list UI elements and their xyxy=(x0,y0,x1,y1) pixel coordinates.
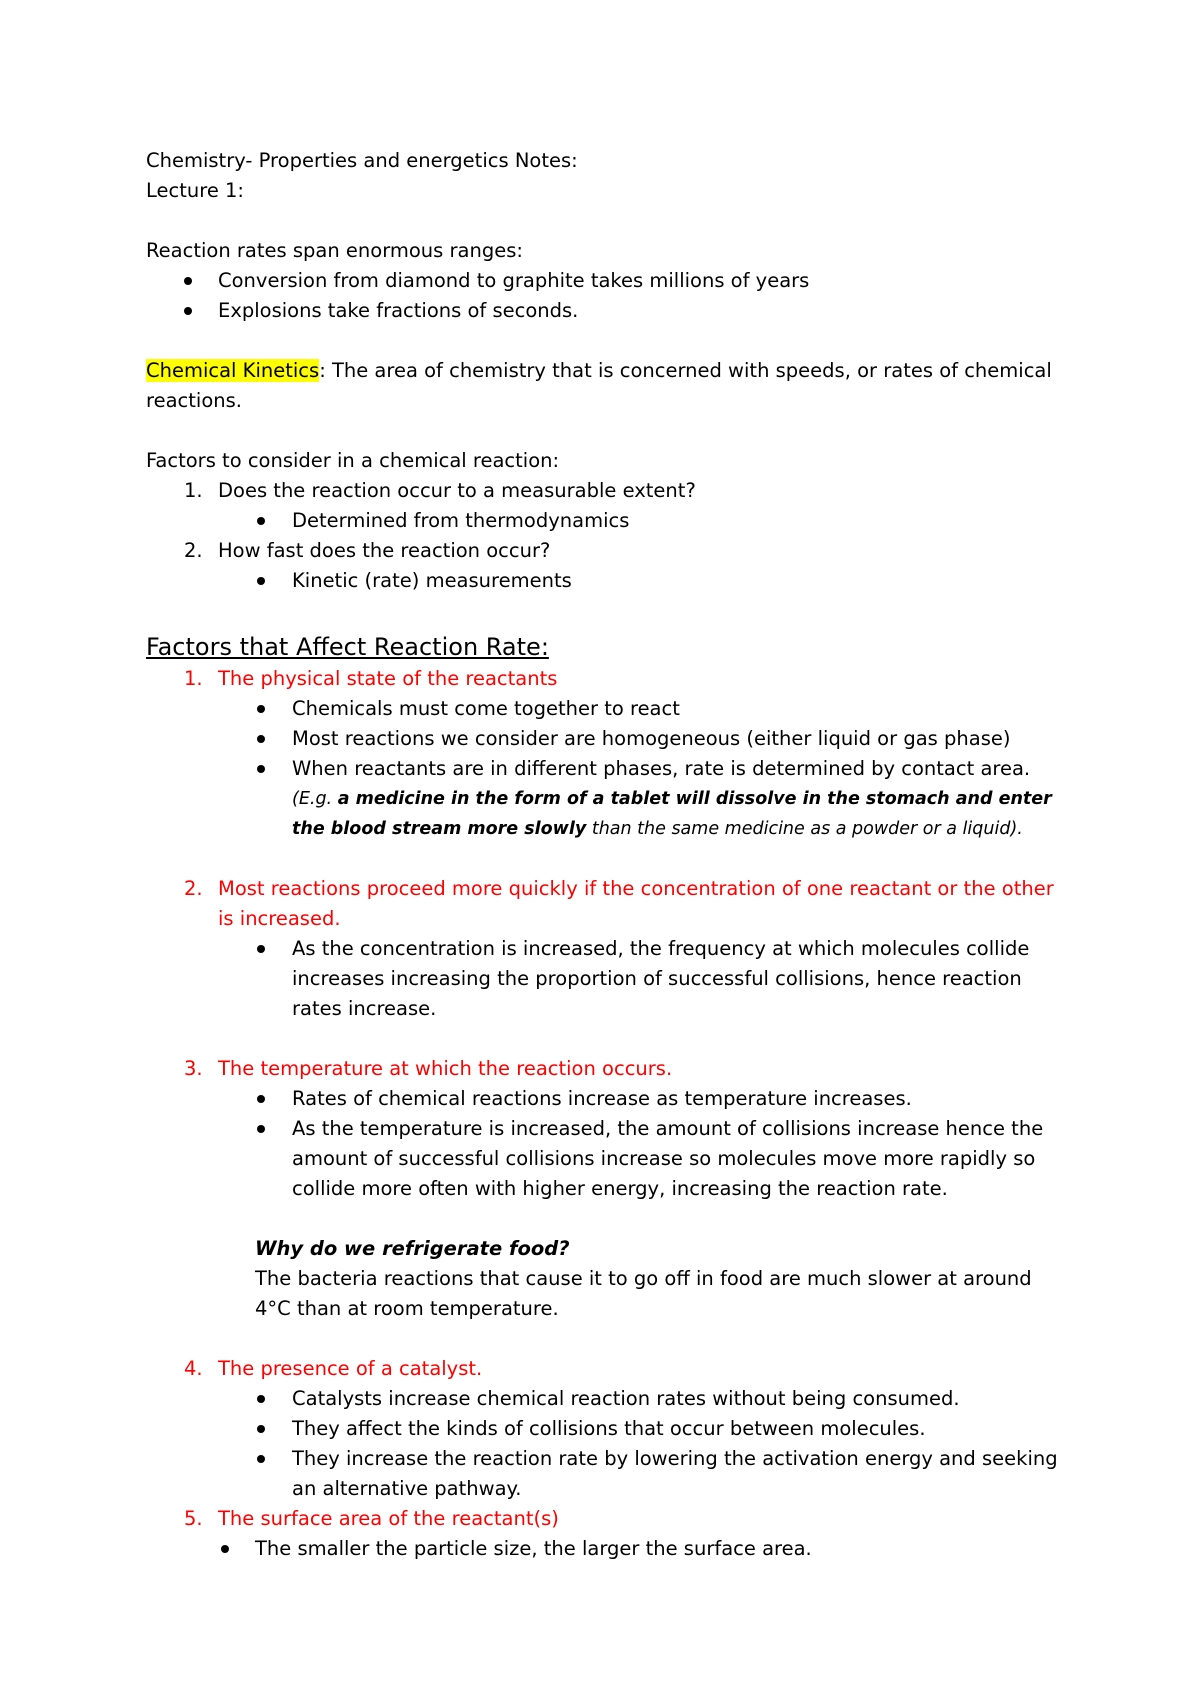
list-item: Conversion from diamond to graphite takes millions of years xyxy=(146,266,1066,296)
bullet-icon xyxy=(257,1425,265,1433)
bullet-icon xyxy=(257,1095,265,1103)
list-item: Determined from thermodynamics xyxy=(146,506,1066,536)
bullet-icon xyxy=(257,1125,265,1133)
factors-list xyxy=(146,476,1066,596)
kinetics-term: Chemical Kinetics xyxy=(146,359,320,382)
list-item: When reactants are in different phases, rate is determined by contact area. xyxy=(146,754,1066,784)
factor-4-title: 4. The presence of a catalyst. xyxy=(184,1357,483,1380)
factors-intro: Factors to consider in a chemical reaction: xyxy=(146,449,560,472)
factor-1-example: (E.g. a medicine in the form of a tablet will dissolve in the stomach and enter the blood stream more slowly than the same medicine as a powder or a liquid). xyxy=(292,789,1052,839)
factor-3-title: 3. The temperature at which the reaction occurs. xyxy=(184,1057,673,1080)
bullet-icon xyxy=(257,1395,265,1403)
list-item: As the temperature is increased, the amount of collisions increase hence the amount of successful collisions increase so molecules move more rapidly so collide more often with higher energy, increasing the reaction rate. xyxy=(146,1114,1066,1204)
list-item: The smaller the particle size, the larger the surface area. xyxy=(146,1534,1066,1564)
bullet-icon xyxy=(257,735,265,743)
list-item: Explosions take fractions of seconds. xyxy=(146,296,1066,326)
factor-5-list xyxy=(146,1534,1066,1564)
section-heading: Factors that Affect Reaction Rate: xyxy=(146,633,549,661)
list-item: 1. Does the reaction occur to a measurable extent? xyxy=(184,479,696,502)
bullet-icon xyxy=(184,307,192,315)
bullet-icon xyxy=(184,277,192,285)
factor-2-title: 2. Most reactions proceed more quickly if the concentration of one reactant or the other is increased. xyxy=(184,877,1054,930)
list-item: As the concentration is increased, the frequency at which molecules collide increases increasing the proportion of successful collisions, hence reaction rates increase. xyxy=(146,934,1066,1024)
list-item: Rates of chemical reactions increase as temperature increases. xyxy=(146,1084,1066,1114)
bullet-icon xyxy=(257,517,265,525)
factor-3-list xyxy=(146,1084,1066,1204)
refrigerate-answer: The bacteria reactions that cause it to go off in food are much slower at around 4°C than at room temperature. xyxy=(255,1267,1032,1320)
list-item: Chemicals must come together to react xyxy=(146,694,1066,724)
list-item: Most reactions we consider are homogeneous (either liquid or gas phase) xyxy=(146,724,1066,754)
bullet-icon xyxy=(257,577,265,585)
factor-4-list xyxy=(146,1384,1066,1504)
factor-1-list xyxy=(146,694,1066,784)
bullet-icon xyxy=(257,705,265,713)
rates-list xyxy=(146,266,1066,326)
list-item: Catalysts increase chemical reaction rates without being consumed. xyxy=(146,1384,1066,1414)
lecture-label: Lecture 1: xyxy=(146,179,245,202)
factor-5-title: 5. The surface area of the reactant(s) xyxy=(184,1507,559,1530)
bullet-icon xyxy=(257,945,265,953)
refrigerate-question: Why do we refrigerate food? xyxy=(255,1237,570,1260)
bullet-icon xyxy=(257,765,265,773)
document-page xyxy=(146,146,1066,1564)
list-item: They affect the kinds of collisions that occur between molecules. xyxy=(146,1414,1066,1444)
bullet-icon xyxy=(221,1545,229,1553)
kinetics-definition: Chemical Kinetics: The area of chemistry that is concerned with speeds, or rates of chemical reactions. xyxy=(146,359,1052,412)
list-item: Kinetic (rate) measurements xyxy=(146,566,1066,596)
list-item: They increase the reaction rate by lowering the activation energy and seeking an alternative pathway. xyxy=(146,1444,1066,1504)
bullet-icon xyxy=(257,1455,265,1463)
factor-1-title: 1. The physical state of the reactants xyxy=(184,667,558,690)
rates-intro: Reaction rates span enormous ranges: xyxy=(146,239,523,262)
list-item: 2. How fast does the reaction occur? xyxy=(184,539,551,562)
factor-2-list xyxy=(146,934,1066,1024)
document-title: Chemistry- Properties and energetics Notes: xyxy=(146,149,578,172)
